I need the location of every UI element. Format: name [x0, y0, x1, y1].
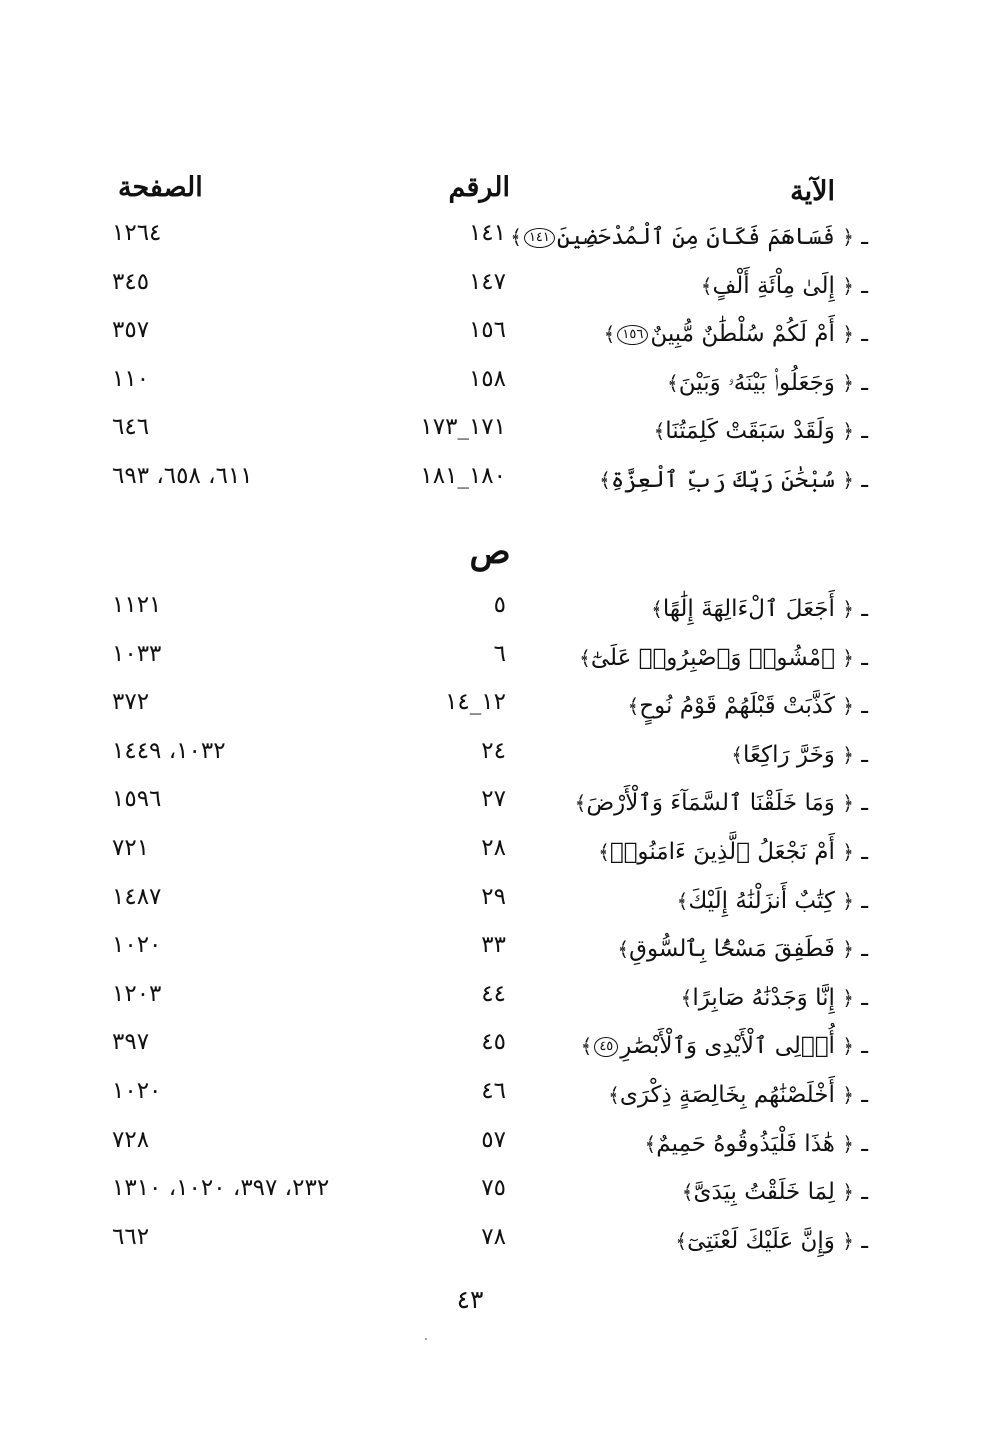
page-reference: ١٠٢٠: [112, 1078, 162, 1104]
index-row: [0, 641, 1000, 681]
verse-number: ٣٣: [481, 932, 506, 959]
verse-words: وَخَرَّ رَاكِعًا: [743, 741, 835, 768]
verse-number: ٧٨: [481, 1223, 506, 1250]
page-reference: ١٢٦٤: [112, 220, 162, 246]
page-reference: ٦٦٢: [112, 1223, 150, 1250]
close-ornate-bracket: ﴾: [667, 370, 679, 395]
verse-words: وَجَعَلُوا۟ بَيْنَهُۥ وَبَيْنَ: [678, 369, 835, 396]
verse-text: [667, 370, 868, 396]
verse-text: [677, 888, 868, 914]
row-dash: ـ: [861, 224, 868, 250]
verse-number: ٥٧: [481, 1126, 506, 1153]
index-row: [0, 463, 1000, 503]
open-ornate-bracket: ﴿: [842, 1034, 854, 1059]
verse-text: [701, 273, 868, 299]
open-ornate-bracket: ﴿: [842, 645, 854, 670]
index-row: [0, 884, 1000, 924]
header-verse: الآية: [790, 176, 835, 207]
page-reference: ٦١١، ٦٥٨، ٦٩٣: [112, 462, 253, 489]
row-dash: ـ: [861, 1033, 868, 1060]
verse-text: [598, 839, 868, 865]
open-ornate-bracket: ﴿: [842, 419, 854, 443]
row-dash: ـ: [861, 596, 868, 622]
verse-text: [645, 1131, 868, 1157]
verse-number: ٦: [493, 640, 506, 667]
page-reference: ٦٤٦: [112, 414, 150, 440]
verse-number: ٢٧: [481, 786, 506, 813]
header-page: الصفحة: [118, 172, 203, 203]
verse-text: [675, 1228, 868, 1254]
verse-words: كَذَّبَتْ قَبْلَهُمْ قَوْمُ نُوحٍ: [639, 693, 835, 720]
verse-number: ٤٦: [481, 1078, 506, 1104]
close-ornate-bracket: ﴾: [680, 985, 693, 1010]
verse-number: ٤٥: [481, 1029, 506, 1056]
open-ornate-bracket: ﴿: [842, 1228, 854, 1253]
verse-number: ١٧١_١٧٣: [420, 414, 506, 440]
verse-text: [681, 985, 868, 1011]
page-reference: ١٢٠٣: [112, 980, 162, 1007]
row-dash: ـ: [861, 1130, 868, 1157]
close-ornate-bracket: ﴾: [653, 419, 666, 443]
open-ornate-bracket: ﴿: [842, 467, 854, 492]
verse-number: ٥: [493, 592, 506, 618]
index-row: [0, 1175, 1000, 1215]
verse-words: أَخْلَصْنَٰهُم بِخَالِصَةٍ ذِكْرَى: [619, 1082, 835, 1108]
open-ornate-bracket: ﴿: [842, 791, 854, 816]
row-dash: ـ: [861, 984, 868, 1011]
close-ornate-bracket: ﴾: [675, 1228, 688, 1253]
row-dash: ـ: [861, 418, 868, 444]
page-reference: ٧٢٨: [112, 1126, 150, 1153]
page-reference: ١٠٢٠: [112, 932, 162, 959]
page-reference: ٣٧٢: [112, 689, 150, 716]
page-reference: ١٤٨٧: [112, 883, 162, 910]
row-dash: ـ: [861, 741, 868, 768]
row-dash: ـ: [861, 839, 868, 865]
verse-text: [651, 596, 868, 622]
close-ornate-bracket: ﴾: [681, 1180, 694, 1205]
verse-number: ١٥٦: [468, 317, 506, 343]
page-reference: ٣٩٧: [112, 1029, 150, 1056]
index-row: [0, 220, 1000, 260]
row-dash: ـ: [861, 693, 868, 720]
verse-words: فَسَاهَمَ فَكَانَ مِنَ ٱلْمُدْحَضِينَ: [556, 224, 835, 250]
surah-heading-sad: ص: [469, 532, 511, 572]
page-reference: ٧٢١: [112, 835, 150, 861]
verse-words: إِنَّا وَجَدْنَٰهُ صَابِرًا: [692, 984, 835, 1011]
verse-words: لِمَا خَلَقْتُ بِيَدَىَّ: [693, 1179, 835, 1206]
close-ornate-bracket: ﴾: [627, 694, 640, 719]
index-row: [0, 689, 1000, 729]
verse-number: ١٢_١٤: [445, 689, 506, 716]
open-ornate-bracket: ﴿: [842, 985, 854, 1010]
verse-number: ٤٤: [481, 980, 506, 1007]
index-row: [0, 1029, 1000, 1069]
verse-number: ١٨٠_١٨١: [420, 462, 506, 489]
open-ornate-bracket: ﴿: [842, 370, 854, 395]
row-dash: ـ: [861, 790, 868, 817]
open-ornate-bracket: ﴿: [842, 225, 854, 249]
close-ornate-bracket: ﴾: [617, 937, 630, 962]
page-reference: ١٠٣٣: [112, 640, 162, 667]
open-ornate-bracket: ﴿: [842, 694, 854, 719]
row-dash: ـ: [861, 644, 868, 671]
page-reference: ٣٤٥: [112, 268, 150, 295]
open-ornate-bracket: ﴿: [842, 1180, 854, 1205]
close-ornate-bracket: ﴾: [579, 645, 591, 670]
verse-words: سُبْحَٰنَ رَبِّكَ رَبِّ ٱلْعِزَّةِ: [610, 466, 835, 493]
verse-words: وَلَقَدْ سَبَقَتْ كَلِمَتُنَا: [665, 418, 835, 444]
row-dash: ـ: [861, 887, 868, 914]
open-ornate-bracket: ﴿: [842, 937, 854, 962]
verse-words: أَجَعَلَ ٱلْءَالِهَةَ إِلَٰهًا: [662, 596, 835, 622]
index-row: [0, 835, 1000, 875]
close-ornate-bracket: ﴾: [644, 1131, 657, 1156]
open-ornate-bracket: ﴿: [842, 742, 854, 767]
ayah-end-marker: ١٥٦: [617, 325, 648, 345]
index-row: [0, 366, 1000, 406]
row-dash: ـ: [861, 936, 868, 963]
verse-words: ٱمْشُوا۟ وَٱصْبِرُوا۟ عَلَىٰٓ: [590, 644, 835, 671]
open-ornate-bracket: ﴿: [842, 888, 854, 913]
verse-number: ١٤١: [468, 220, 506, 246]
close-ornate-bracket: ﴾: [574, 791, 587, 816]
verse-text: [628, 693, 868, 719]
table-header: [0, 172, 1000, 212]
ayah-end-marker: ١٤١: [524, 228, 555, 248]
verse-words: وَمَا خَلَقْنَا ٱلسَّمَآءَ وَٱلْأَرْضَ: [586, 790, 835, 817]
page-reference: ١٠٣٢، ١٤٤٩: [112, 737, 226, 764]
verse-text: [579, 645, 868, 671]
row-dash: ـ: [861, 1179, 868, 1206]
verse-text: [604, 321, 868, 347]
row-dash: ـ: [861, 1227, 868, 1254]
page-number: ٤٣: [456, 1285, 484, 1314]
close-ornate-bracket: ﴾: [580, 1034, 593, 1059]
open-ornate-bracket: ﴿: [842, 1083, 854, 1107]
index-row: [0, 592, 1000, 632]
index-row: [0, 738, 1000, 778]
index-row: [0, 1078, 1000, 1118]
row-dash: ـ: [861, 272, 868, 299]
index-row: [0, 317, 1000, 357]
page-reference: ١٥٩٦: [112, 786, 162, 813]
verse-number: ١٤٧: [468, 268, 506, 295]
verse-words: أُو۟لِى ٱلْأَيْدِى وَٱلْأَبْصَٰرِ: [620, 1033, 835, 1060]
close-ornate-bracket: ﴾: [510, 225, 522, 249]
index-row: [0, 1224, 1000, 1264]
verse-number: ٢٨: [481, 835, 506, 861]
verse-number: ١٥٨: [468, 365, 506, 392]
verse-words: إِلَىٰ مِاْئَةِ أَلْفٍ: [712, 272, 835, 299]
verse-number: ٢٩: [481, 883, 506, 910]
speck: [425, 1338, 427, 1340]
verse-words: وَإِنَّ عَلَيْكَ لَعْنَتِىٓ: [687, 1227, 835, 1254]
close-ornate-bracket: ﴾: [608, 1083, 620, 1107]
close-ornate-bracket: ﴾: [676, 888, 689, 913]
verse-number: ٢٤: [481, 737, 506, 764]
verse-text: [731, 742, 868, 768]
page-reference: ٣٥٧: [112, 317, 150, 343]
ayah-end-marker: ٤٥: [594, 1037, 618, 1057]
verse-text: [682, 1179, 868, 1205]
verse-text: [608, 1082, 868, 1108]
page-reference: ١١٢١: [112, 592, 162, 618]
verse-text: [599, 467, 868, 493]
row-dash: ـ: [861, 1082, 868, 1108]
open-ornate-bracket: ﴿: [842, 322, 854, 346]
row-dash: ـ: [861, 466, 868, 493]
close-ornate-bracket: ﴾: [651, 597, 663, 621]
index-row: [0, 981, 1000, 1021]
row-dash: ـ: [861, 369, 868, 396]
verse-words: كِتَٰبٌ أَنزَلْنَٰهُ إِلَيْكَ: [688, 887, 835, 914]
verse-text: [617, 936, 868, 962]
verse-text: [581, 1033, 868, 1059]
verse-words: فَطَفِقَ مَسْحًۢا بِٱلسُّوقِ: [629, 936, 835, 963]
open-ornate-bracket: ﴿: [842, 840, 854, 864]
page-reference: ١١٠: [112, 365, 150, 392]
index-row: [0, 414, 1000, 454]
verse-text: [654, 418, 868, 444]
verse-text: [575, 790, 868, 816]
header-number: الرقم: [448, 172, 510, 203]
verse-words: أَمْ لَكُمْ سُلْطَٰنٌ مُّبِينٌ: [650, 321, 835, 347]
open-ornate-bracket: ﴿: [842, 273, 854, 298]
index-row: [0, 932, 1000, 972]
open-ornate-bracket: ﴿: [842, 1131, 854, 1156]
row-dash: ـ: [861, 321, 868, 347]
close-ornate-bracket: ﴾: [603, 322, 616, 346]
index-row: [0, 269, 1000, 309]
close-ornate-bracket: ﴾: [599, 467, 611, 492]
index-row: [0, 786, 1000, 826]
open-ornate-bracket: ﴿: [842, 597, 854, 621]
close-ornate-bracket: ﴾: [700, 273, 713, 298]
verse-text: [510, 224, 868, 250]
verse-number: ٧٥: [481, 1175, 506, 1202]
page-reference: ٢٣٢، ٣٩٧، ١٠٢٠، ١٣١٠: [112, 1175, 330, 1202]
close-ornate-bracket: ﴾: [598, 840, 610, 864]
close-ornate-bracket: ﴾: [731, 742, 744, 767]
verse-words: أَمْ نَجْعَلُ ٱلَّذِينَ ءَامَنُوا۟: [609, 839, 835, 865]
index-row: [0, 1127, 1000, 1167]
verse-words: هَٰذَا فَلْيَذُوقُوهُ حَمِيمٌ: [656, 1130, 835, 1157]
